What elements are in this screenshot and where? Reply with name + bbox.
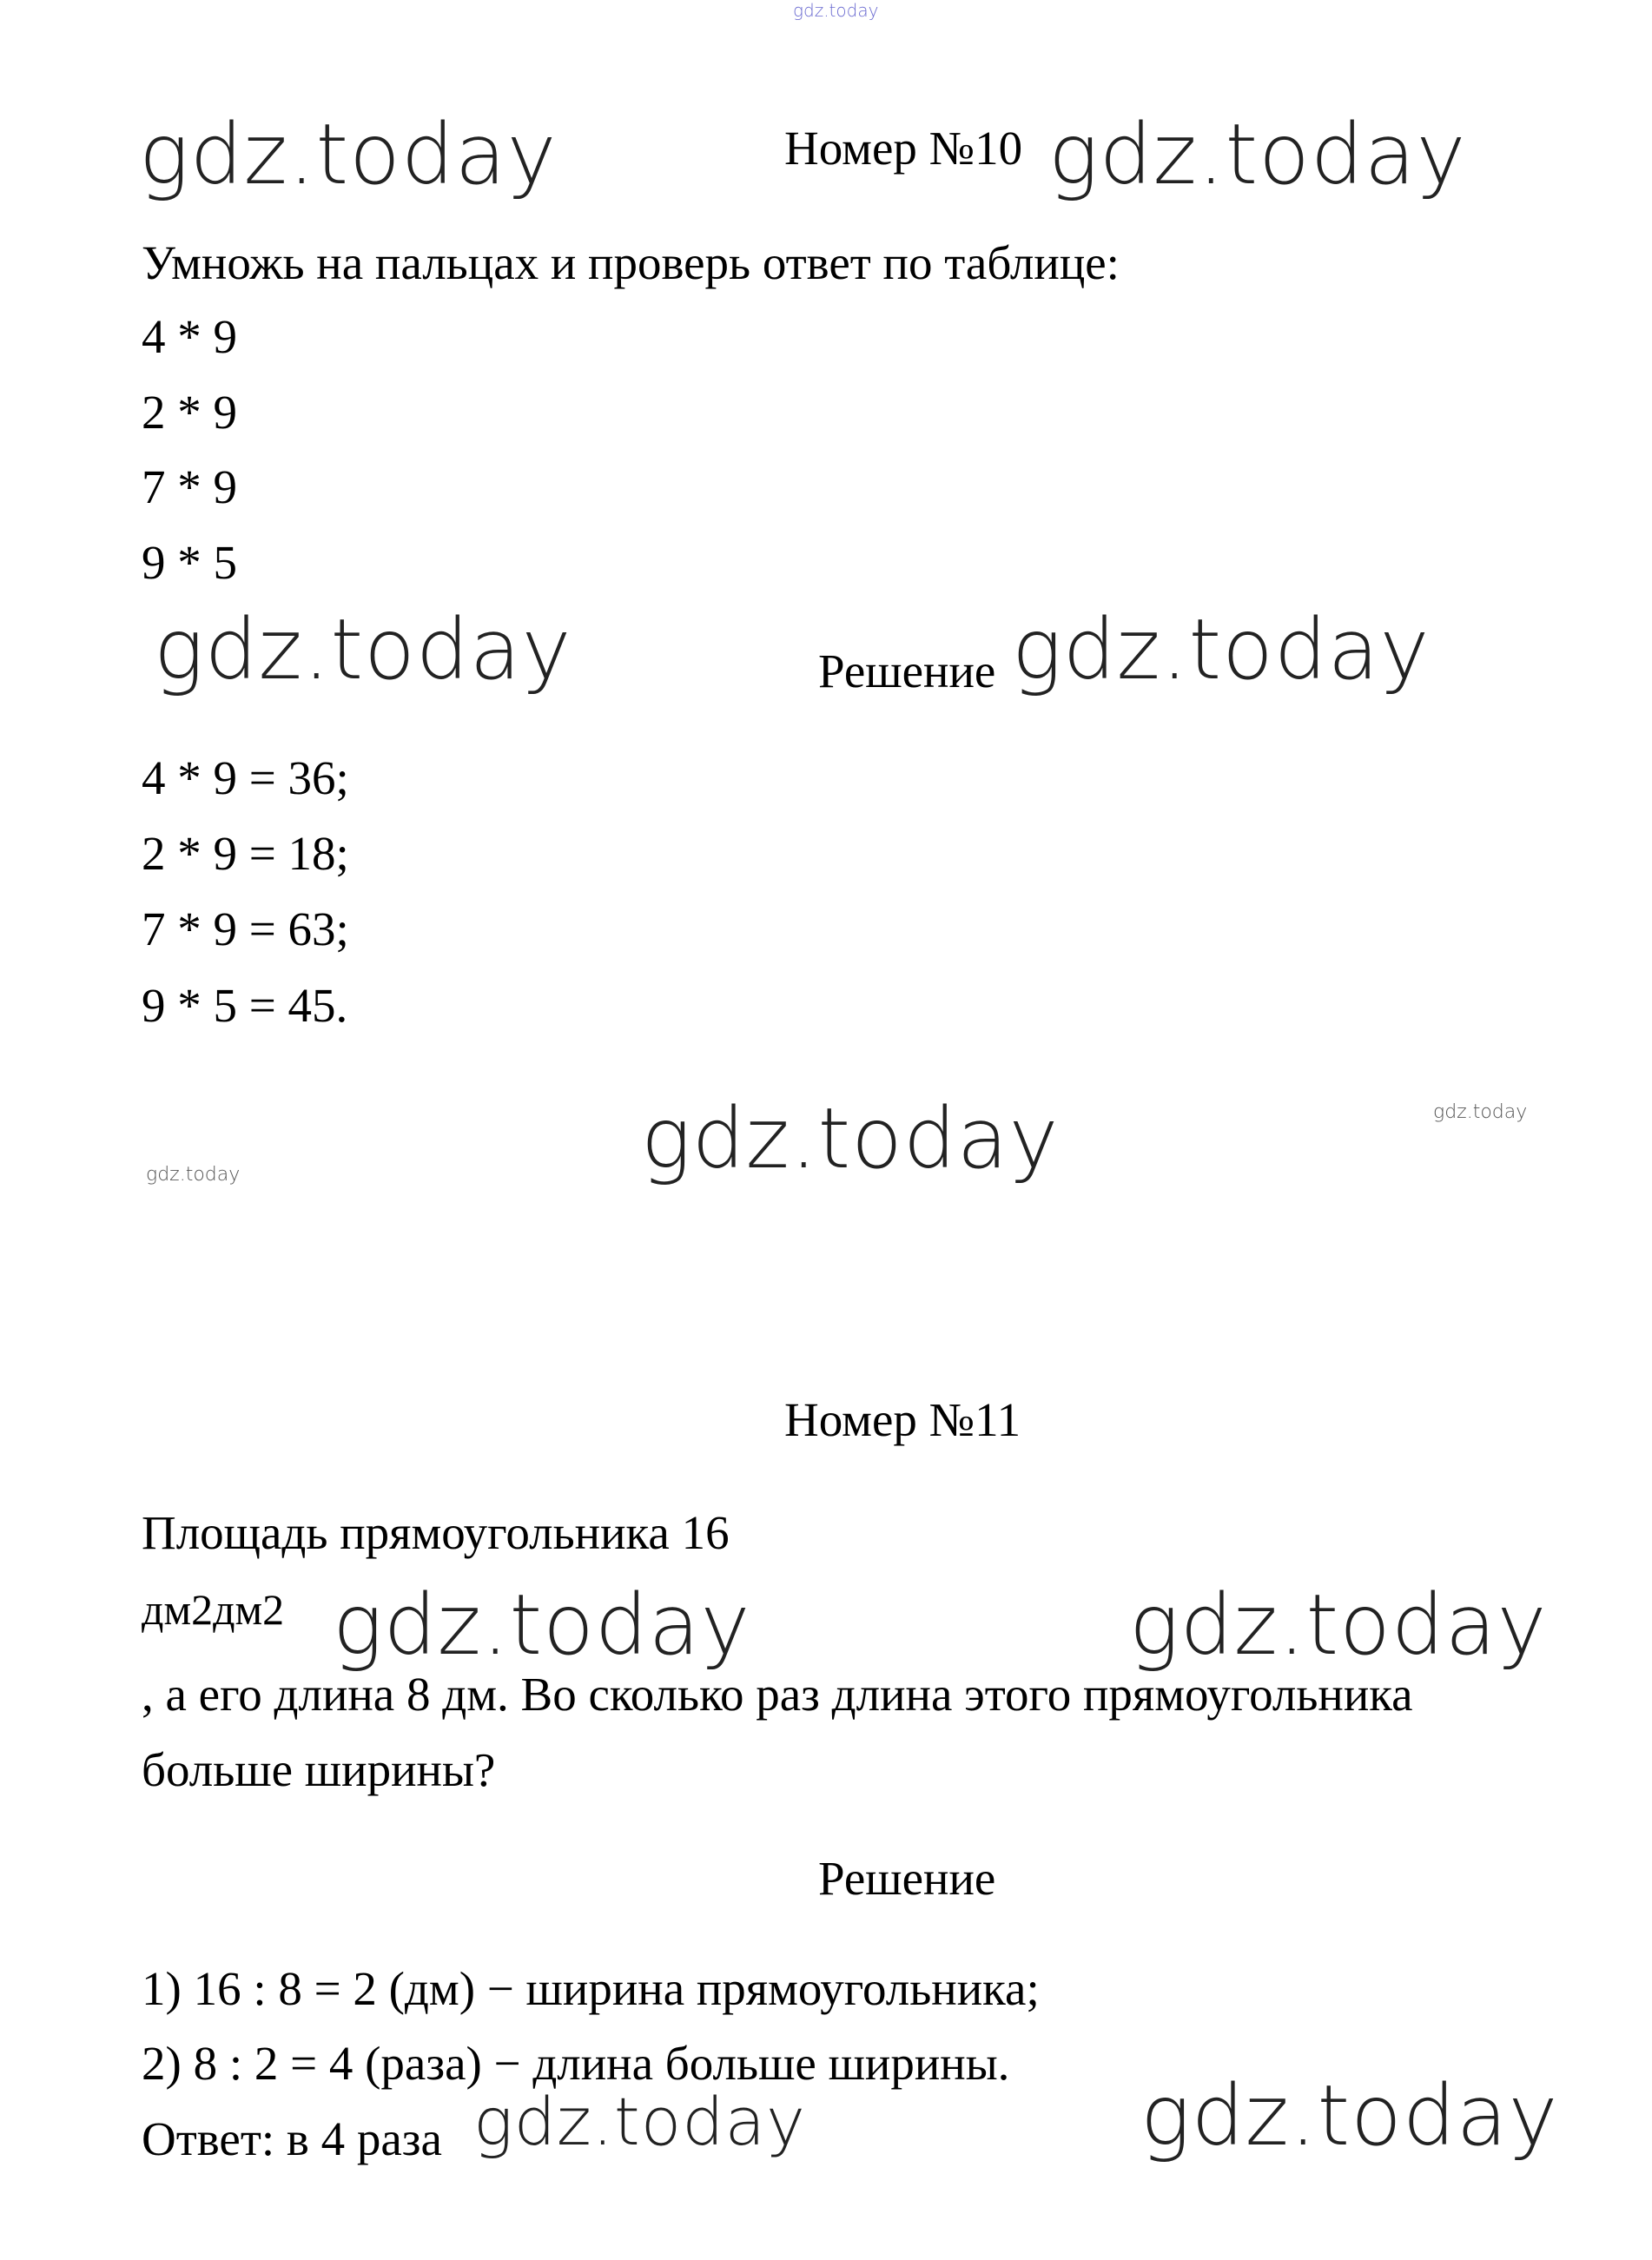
watermark-small: gdz.today xyxy=(1433,1101,1528,1123)
watermark-top: gdz.today xyxy=(793,0,879,21)
watermark: gdz.today xyxy=(473,2083,806,2160)
watermark: gdz.today xyxy=(1048,106,1467,203)
task10-question: Умножь на пальцах и проверь ответ по таблице: xyxy=(142,236,1120,289)
task10-answer-1: 4 * 9 = 36; xyxy=(142,751,349,804)
task11-answer: Ответ: в 4 раза xyxy=(142,2112,442,2165)
task10-answer-3: 7 * 9 = 63; xyxy=(142,902,349,955)
task11-title: Номер №11 xyxy=(784,1393,1021,1446)
task11-step-1: 1) 16 : 8 = 2 (дм) − ширина прямоугольника; xyxy=(142,1962,1040,2015)
task11-question-units: дм2дм2 xyxy=(142,1585,285,1634)
watermark: gdz.today xyxy=(1012,601,1431,698)
task11-solution-title: Решение xyxy=(818,1852,996,1905)
task10-answer-2: 2 * 9 = 18; xyxy=(142,827,349,880)
task11-question-line-1: Площадь прямоугольника 16 xyxy=(142,1506,730,1559)
watermark-small: gdz.today xyxy=(146,1164,241,1186)
watermark: gdz.today xyxy=(333,1576,751,1674)
watermark: gdz.today xyxy=(139,106,558,203)
watermark: gdz.today xyxy=(1140,2067,1559,2164)
task11-step-2: 2) 8 : 2 = 4 (раза) − длина больше ширины. xyxy=(142,2037,1010,2090)
task10-expression-2: 2 * 9 xyxy=(142,386,237,439)
task10-title: Номер №10 xyxy=(784,122,1023,175)
task11-question-line-3: , а его длина 8 дм. Во сколько раз длина этого прямоугольника xyxy=(142,1668,1413,1721)
task10-solution-title: Решение xyxy=(818,644,996,697)
watermark: gdz.today xyxy=(1129,1576,1548,1674)
watermark: gdz.today xyxy=(154,601,572,698)
task10-expression-1: 4 * 9 xyxy=(142,310,237,363)
task10-answer-4: 9 * 5 = 45. xyxy=(142,979,348,1032)
task11-question-line-4: больше ширины? xyxy=(142,1743,496,1796)
watermark: gdz.today xyxy=(641,1090,1060,1187)
task10-expression-4: 9 * 5 xyxy=(142,536,237,589)
task10-expression-3: 7 * 9 xyxy=(142,460,237,513)
